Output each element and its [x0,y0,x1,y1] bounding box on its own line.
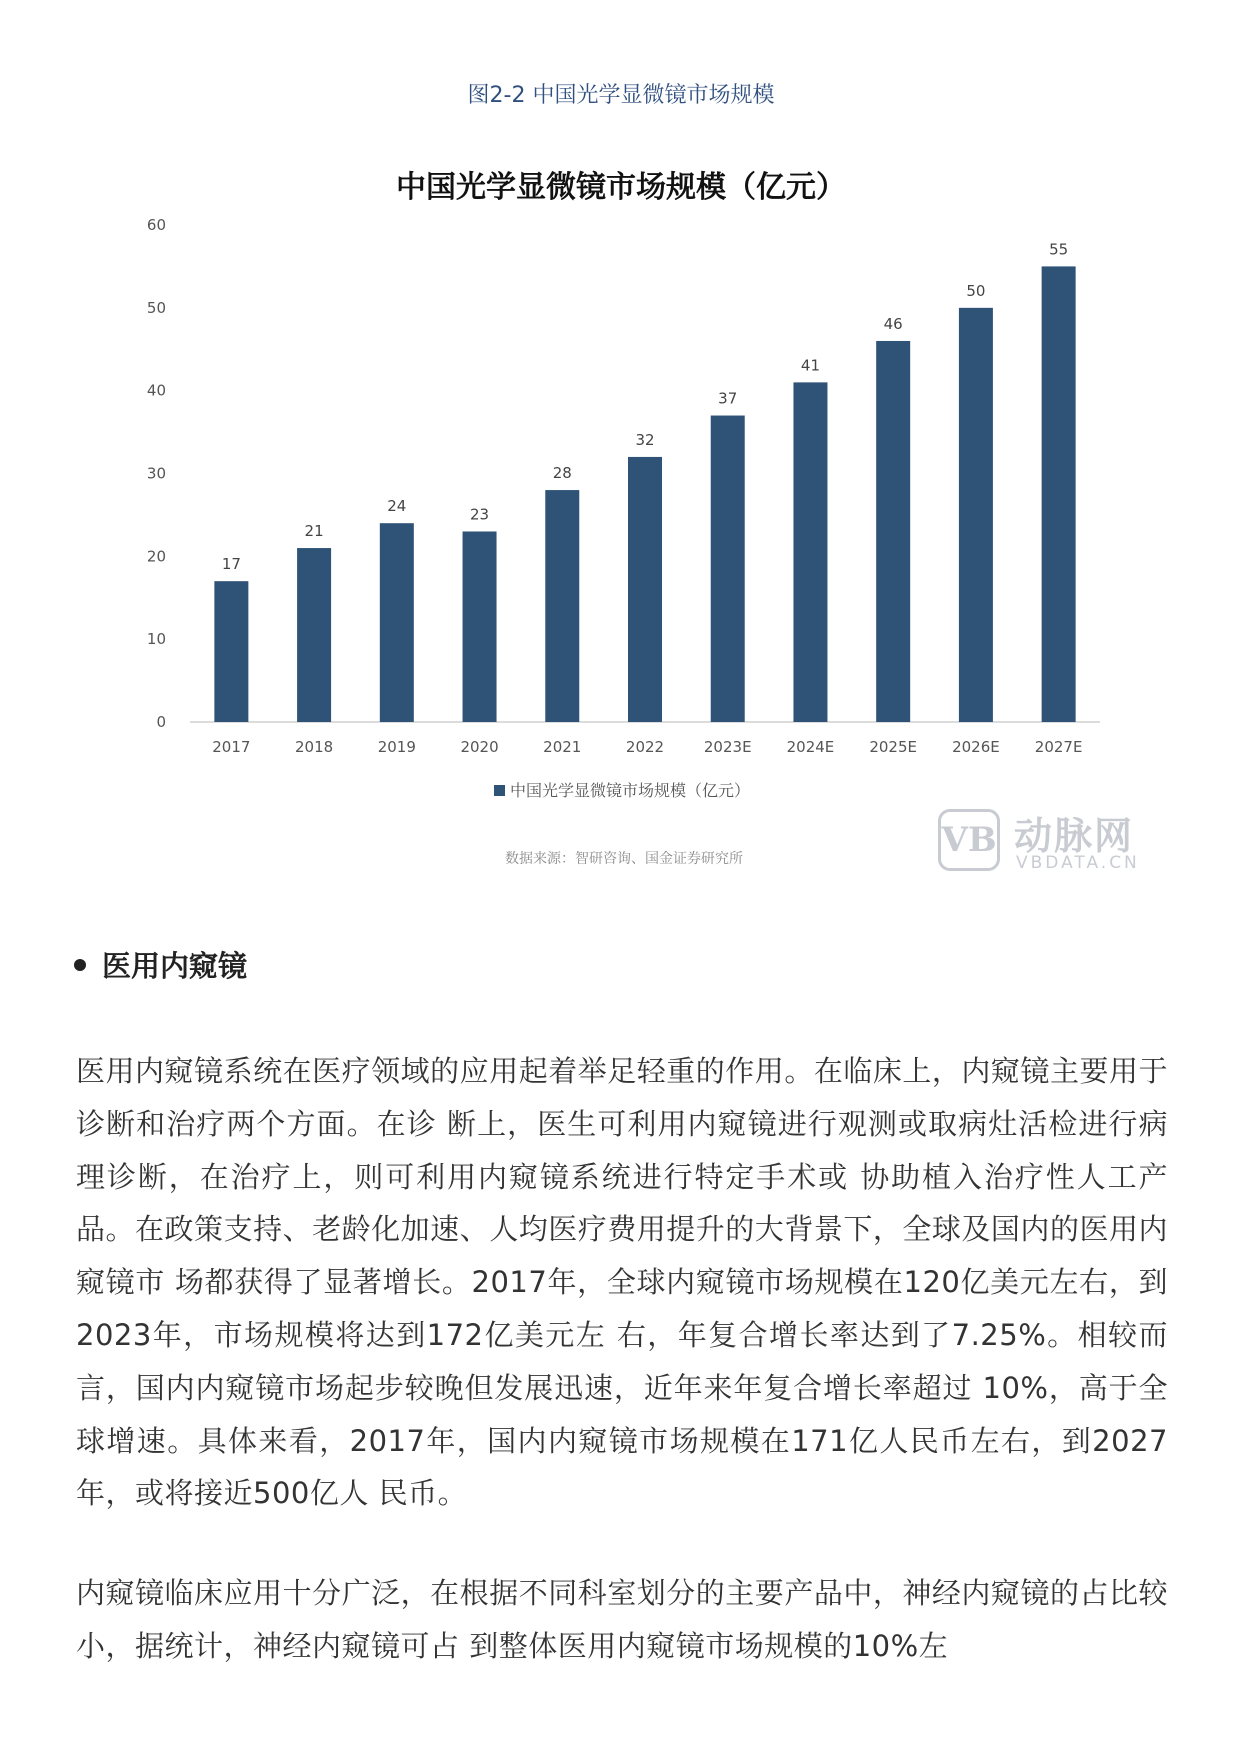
data-label: 32 [635,430,655,449]
x-tick-label: 2025E [869,738,918,756]
vbdata-watermark-logo [938,805,1158,877]
x-tick-label: 2023E [703,738,752,756]
y-tick-label: 30 [146,464,166,483]
bar-chart [140,210,1120,810]
x-tick-label: 2021 [543,738,582,756]
x-tick-label: 2019 [377,738,416,756]
paragraph-1: 医用内窥镜系统在医疗领域的应用起着举足轻重的作用。在临床上，内窥镜主要用于诊断和治疗两个方面。在诊 断上，医生可利用内窥镜进行观测或取病灶活检进行病理诊断，在治疗上，则可利用内窥镜系统进行特定手术或 协助植入治疗性人工产品。在政策支持、老龄化加速、人均医疗费用提升的大背景下，全球及国内的医用内窥镜市 场都获得了显著增长。2017年，全球内窥镜市场规模在120亿美元左右，到2023年，市场规模将达到172亿美元左 右，年复合增长率达到了7.25%。相较而言，国内内窥镜市场起步较晚但发展迅速，近年来年复合增长率超过 10%，高于全球增速。具体来看，2017年，国内内窥镜市场规模在171亿人民币左右，到2027年，或将接近500亿人 民币。 [76,1054,1168,1511]
source-note: 数据来源：智研咨询、国金证券研究所 [505,851,743,867]
section-heading-text: 医用内窥镜 [102,949,248,983]
y-tick-label: 40 [146,381,166,400]
x-tick-label: 2020 [460,738,499,756]
data-label: 46 [883,314,903,333]
watermark-en: VBDATA.CN [1016,853,1140,873]
y-tick-label: 20 [146,547,166,566]
x-tick-label: 2022 [625,738,665,756]
bullet-icon [74,959,86,971]
bar [1042,266,1076,722]
data-label: 17 [221,555,241,574]
bar [876,341,910,722]
bar [214,581,248,722]
legend-swatch [494,785,505,796]
watermark-cn: 动脉网 [1014,814,1135,858]
data-label: 24 [387,497,407,516]
x-tick-label: 2024E [786,738,835,756]
section-heading [74,944,247,985]
data-label: 28 [552,464,572,483]
data-label: 23 [469,505,490,524]
data-label: 55 [1049,240,1069,259]
y-tick-label: 10 [146,630,166,649]
figure-caption: 图2-2 中国光学显微镜市场规模 [467,83,775,108]
y-tick-label: 0 [156,713,166,731]
y-tick-label: 50 [146,298,166,317]
bar [380,523,414,722]
paragraph-2: 内窥镜临床应用十分广泛，在根据不同科室划分的主要产品中，神经内窥镜的占比较小，据统计，神经内窥镜可占 到整体医用内窥镜市场规模的10%左 [76,1576,1168,1663]
legend-label: 中国光学显微镜市场规模（亿元） [510,781,751,800]
x-tick-label: 2017 [212,738,251,756]
bar [297,548,331,722]
bar [545,490,579,722]
bar [793,382,827,722]
bar [711,416,745,722]
data-label: 41 [800,356,821,375]
x-tick-label: 2018 [294,738,334,756]
bar [628,457,662,722]
data-label: 37 [718,389,738,408]
bar [463,531,497,722]
x-tick-label: 2026E [952,738,1000,756]
data-label: 21 [304,522,324,541]
x-tick-label: 2027E [1034,738,1083,756]
data-label: 50 [966,281,986,300]
y-tick-label: 60 [146,216,166,234]
watermark-badge: VB [938,809,1000,871]
bar [959,308,993,722]
chart-title: 中国光学显微镜市场规模（亿元） [396,170,846,205]
